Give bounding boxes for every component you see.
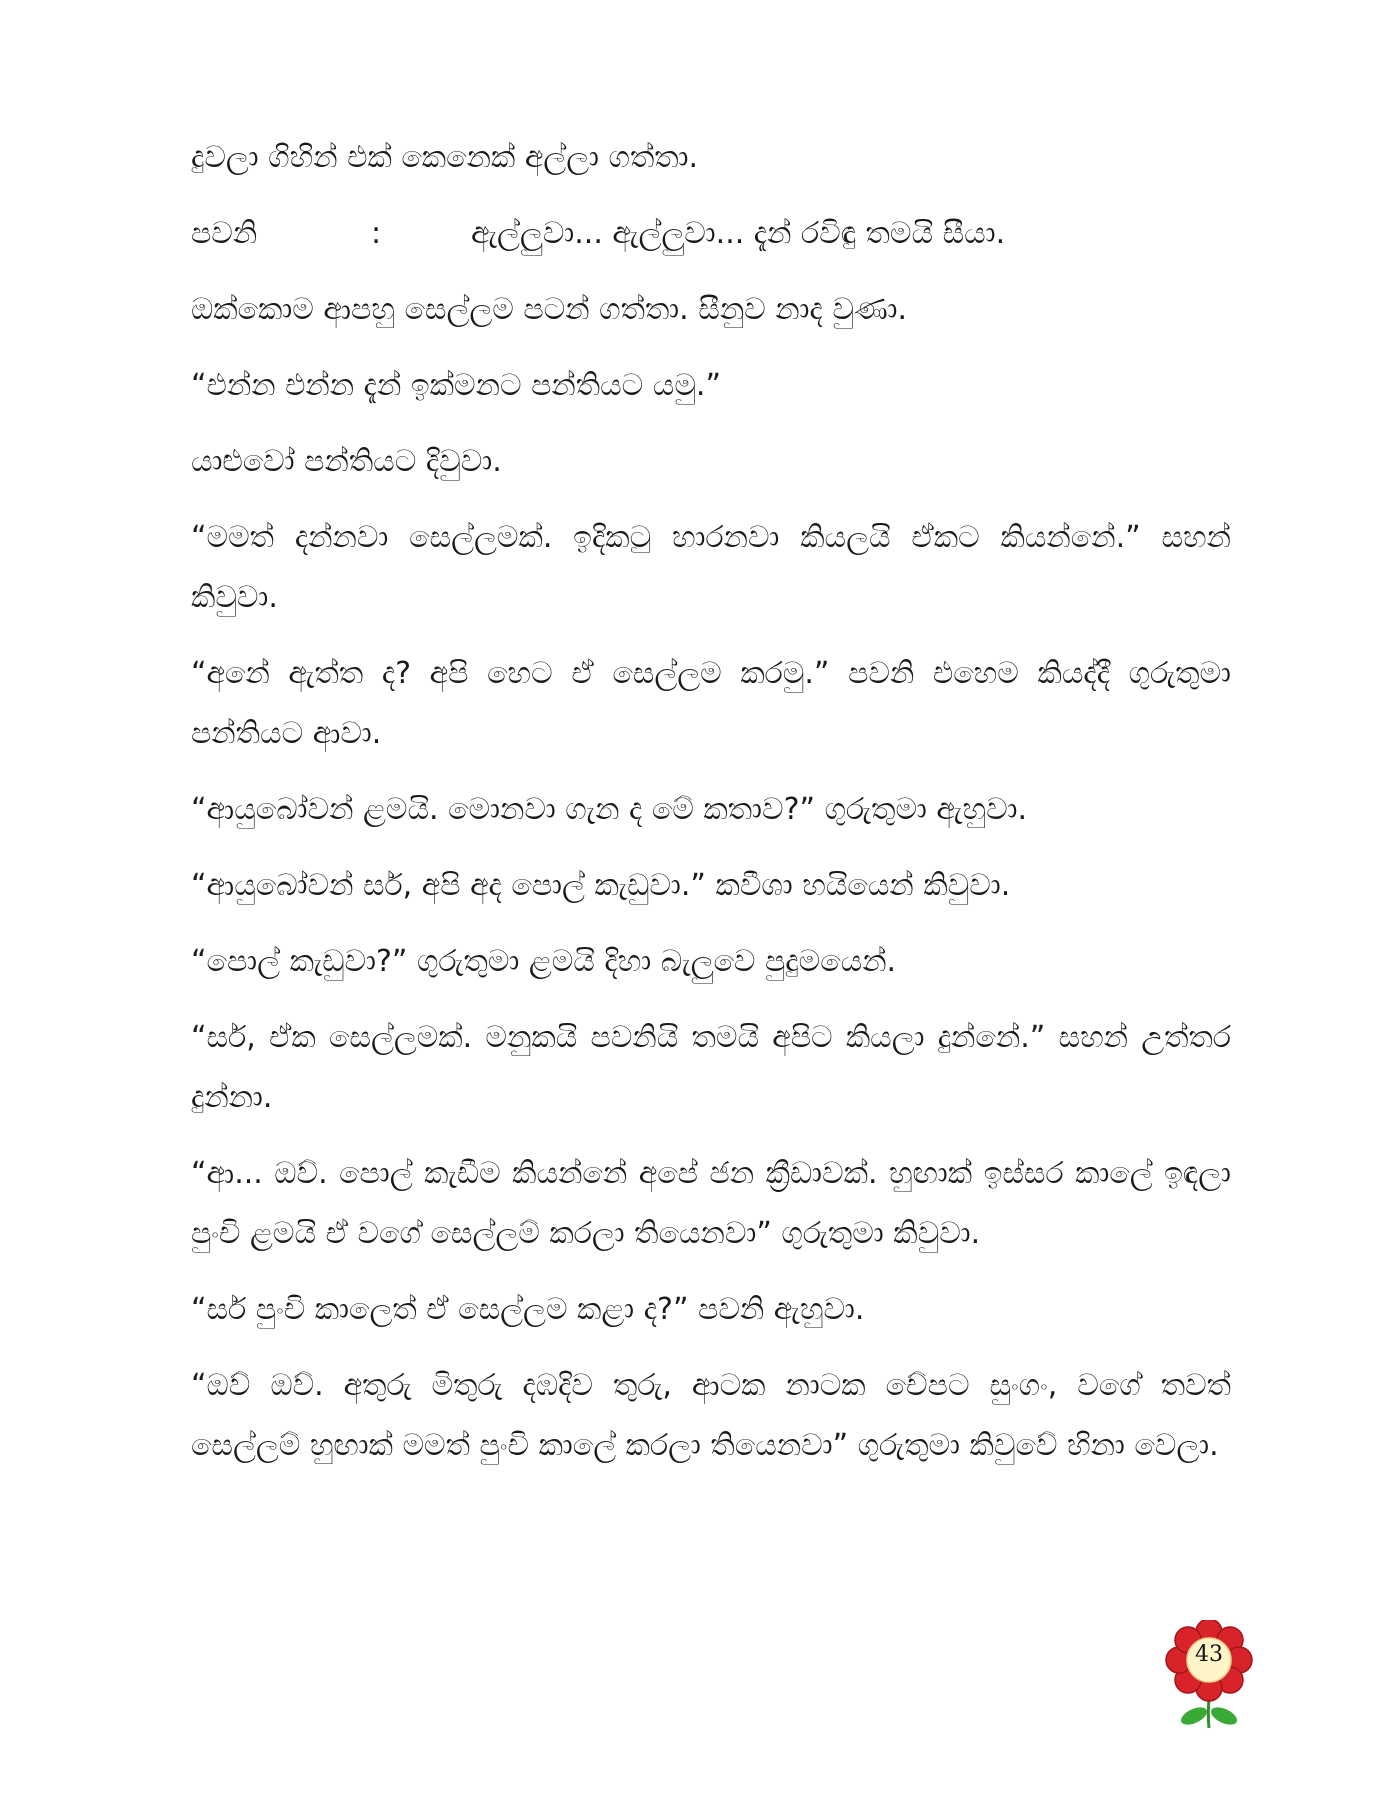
red-flower-icon bbox=[1164, 1620, 1254, 1730]
paragraph: “ආ... ඔව්. පොල් කැඩීම කියන්නේ අපේ ජන ක්‍රීඩාවක්. හුඟාක් ඉස්සර කාලේ ඉඳලා පුංචි ළමයි ඒ වගේ සෙල්ලම් කරලා තියෙනවා” ගුරුතුමා කිවුවා. bbox=[191, 1156, 1231, 1251]
paragraph: “සර්, ඒක සෙල්ලමක්. මනුකයි පවනියි තමයි අපිට කියලා දුන්නේ.” සහන් උත්තර දුන්නා. bbox=[191, 1020, 1231, 1115]
dialogue-line bbox=[191, 204, 1231, 264]
paragraph: “එන්න එන්න දැන් ඉක්මනට පන්තියට යමු.” bbox=[191, 368, 721, 403]
paragraph: යාළුවෝ පන්තියට දිවුවා. bbox=[191, 444, 502, 479]
paragraph: “මමත් දන්නවා සෙල්ලමක්. ඉදිකටු හාරනවා කියලයි ඒකට කියන්නේ.” සහන් කිවුවා. bbox=[191, 520, 1231, 615]
page-text bbox=[191, 128, 1231, 1492]
paragraph: “සර් පුංචි කාලෙත් ඒ සෙල්ලම කළා ද?” පවනි ඇහුවා. bbox=[191, 1292, 865, 1327]
speaker-name: පවනි bbox=[191, 216, 258, 251]
paragraph: “ආයුබෝවන් සර්, අපි අද පොල් කැඩුවා.” කවීශා හයියෙන් කිවුවා. bbox=[191, 868, 1011, 903]
paragraph: “ආයුබෝවන් ළමයි. මොනවා ගැන ද මේ කතාව?” ගුරුතුමා ඇහුවා. bbox=[191, 792, 1028, 827]
paragraph: “අනේ ඇත්ත ද? අපි හෙට ඒ සෙල්ලම කරමු.” පවනි එහෙම කියද්දී ගුරුතුමා පන්තියට ආවා. bbox=[191, 656, 1231, 751]
paragraph: ඔක්කොම ආපහු සෙල්ලම පටන් ගත්තා. සීනුව නාද වුණා. bbox=[191, 292, 908, 327]
speaker-colon: : bbox=[371, 216, 382, 251]
page-number: 43 bbox=[1195, 1642, 1223, 1667]
paragraph: “ඔව් ඔව්. අතුරු මිතුරු දඹදිව තුරු, ආටක නාටක චේපට සුංගං, වගේ තවත් සෙල්ලම් හුඟාක් මමත් පුංචි කාලේ කරලා තියෙනවා” ගුරුතුමා කිවුවේ හිනා වෙලා. bbox=[191, 1368, 1231, 1463]
speaker-text: ඇල්ලුවා... ඇල්ලුවා... දැන් රවිඳු තමයි සීයා. bbox=[471, 216, 1006, 251]
paragraph: දුවලා ගිහින් එක් කෙනෙක් අල්ලා ගත්තා. bbox=[191, 140, 699, 175]
page-number-badge bbox=[1164, 1620, 1254, 1730]
paragraph: “පොල් කැඩුවා?” ගුරුතුමා ළමයි දිහා බැලුවෙ පුදුමයෙන්. bbox=[191, 944, 897, 979]
